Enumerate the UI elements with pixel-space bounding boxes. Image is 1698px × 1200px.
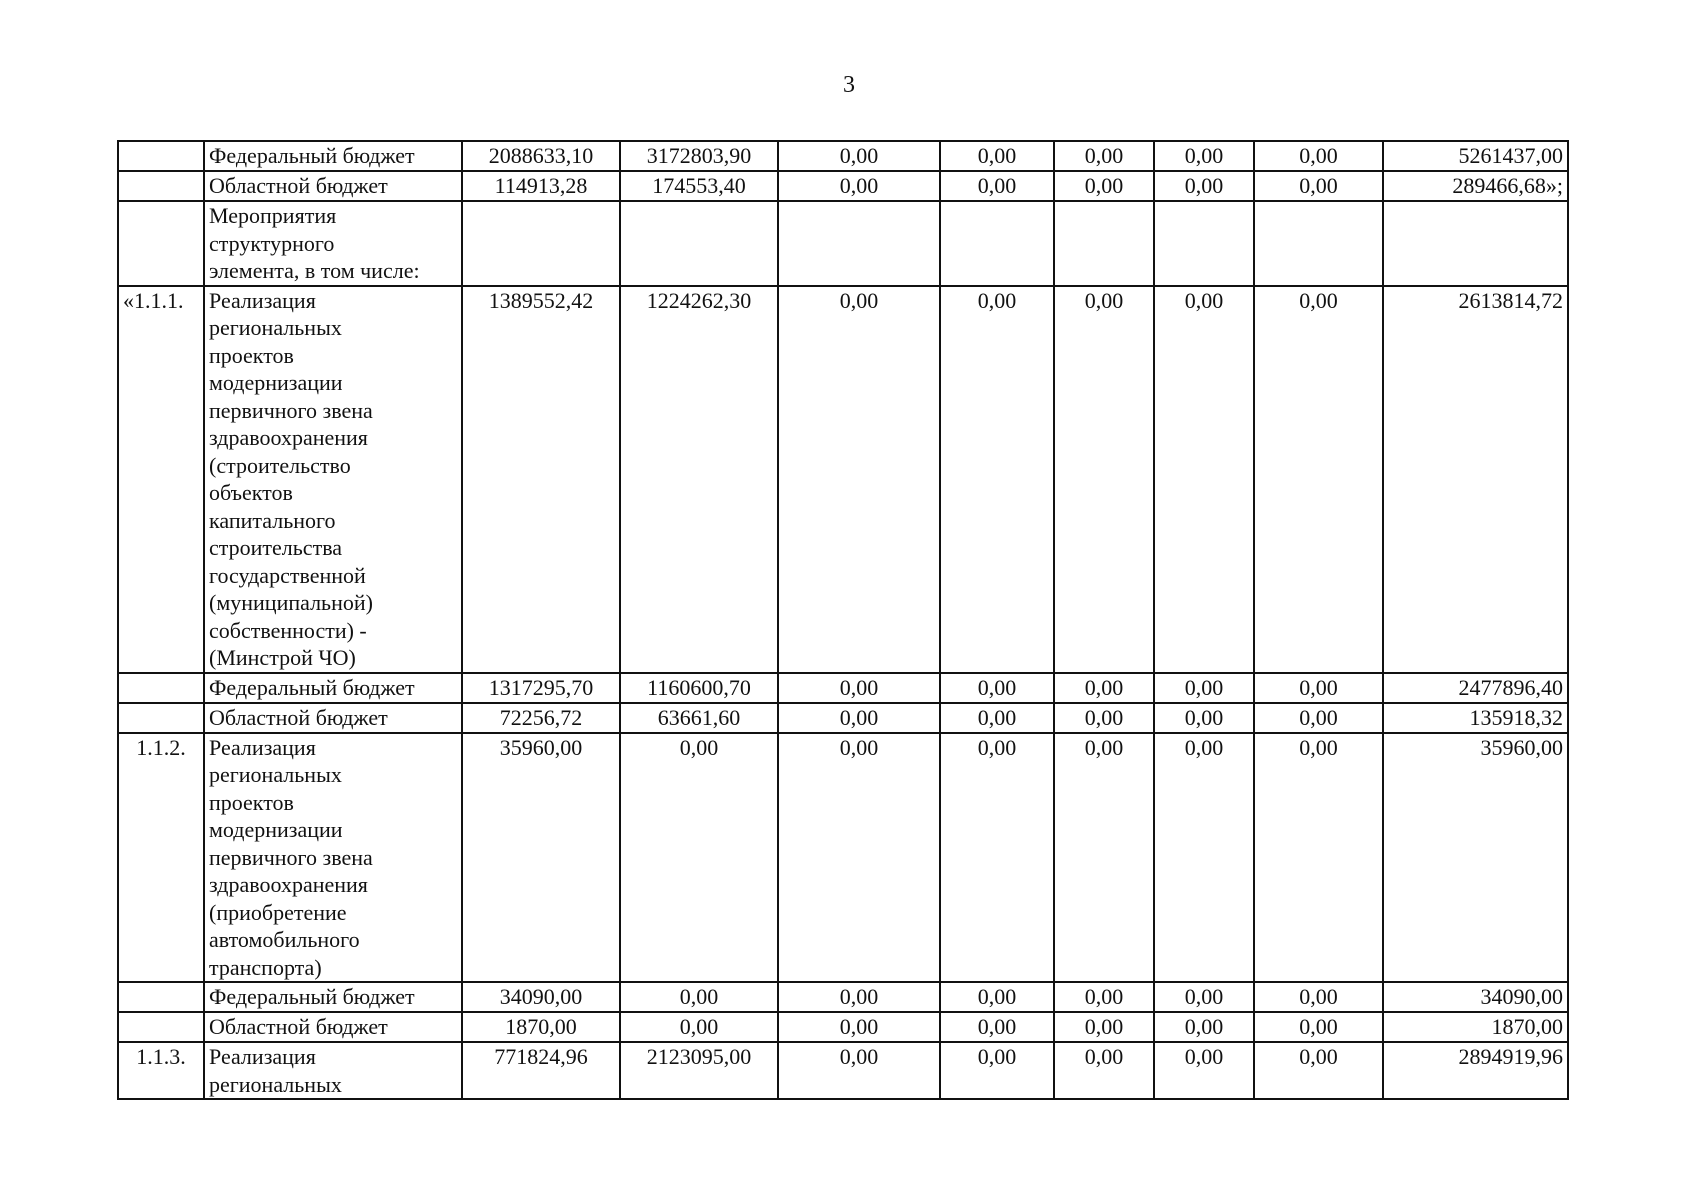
- row-value-cell: 63661,60: [620, 703, 778, 733]
- row-value-cell: 0,00: [1054, 1042, 1154, 1099]
- row-value-cell: 0,00: [940, 982, 1054, 1012]
- row-value-cell: 0,00: [778, 171, 940, 201]
- row-total-cell: [1383, 201, 1568, 286]
- row-total-cell: 1870,00: [1383, 1012, 1568, 1042]
- row-name-cell: Федеральный бюджет: [204, 982, 462, 1012]
- row-total-cell: 5261437,00: [1383, 141, 1568, 171]
- row-value-cell: 0,00: [940, 703, 1054, 733]
- row-total-cell: 2477896,40: [1383, 673, 1568, 703]
- table-row: [118, 141, 1568, 171]
- row-value-cell: 0,00: [1054, 141, 1154, 171]
- table-row: [118, 673, 1568, 703]
- row-value-cell: 0,00: [1154, 673, 1254, 703]
- row-value-cell: 0,00: [778, 703, 940, 733]
- row-value-cell: 0,00: [1054, 703, 1154, 733]
- row-code-cell: «1.1.1.: [118, 286, 204, 673]
- row-code-cell: [118, 703, 204, 733]
- row-value-cell: 0,00: [1154, 286, 1254, 673]
- row-value-cell: 3172803,90: [620, 141, 778, 171]
- table-row: [118, 286, 1568, 673]
- row-code-cell: 1.1.2.: [118, 733, 204, 983]
- row-value-cell: 1389552,42: [462, 286, 620, 673]
- row-name-cell: Реализация региональных проектов модернизации первичного звена здравоохранения (приобретение автомобильного транспорта): [204, 733, 462, 983]
- row-total-cell: 289466,68»;: [1383, 171, 1568, 201]
- row-value-cell: 72256,72: [462, 703, 620, 733]
- budget-table: [117, 140, 1569, 1100]
- row-value-cell: 0,00: [940, 141, 1054, 171]
- row-value-cell: 0,00: [1154, 982, 1254, 1012]
- row-value-cell: 0,00: [940, 286, 1054, 673]
- row-value-cell: 2088633,10: [462, 141, 620, 171]
- row-value-cell: 174553,40: [620, 171, 778, 201]
- row-name-cell: Реализация региональных проектов модернизации первичного звена здравоохранения (строительство объектов капитального строительства государственной (муниципальной) собственности) - (Минстрой ЧО): [204, 286, 462, 673]
- row-value-cell: 0,00: [940, 1012, 1054, 1042]
- row-value-cell: 0,00: [1254, 1042, 1383, 1099]
- row-value-cell: 0,00: [778, 673, 940, 703]
- row-value-cell: 0,00: [1154, 703, 1254, 733]
- row-value-cell: 0,00: [1054, 673, 1154, 703]
- row-value-cell: 1317295,70: [462, 673, 620, 703]
- row-value-cell: 0,00: [1154, 1042, 1254, 1099]
- row-name-cell: Федеральный бюджет: [204, 673, 462, 703]
- row-value-cell: 35960,00: [462, 733, 620, 983]
- page-number: 3: [843, 72, 855, 98]
- row-total-cell: 135918,32: [1383, 703, 1568, 733]
- row-name-cell: Областной бюджет: [204, 171, 462, 201]
- row-value-cell: 0,00: [1254, 1012, 1383, 1042]
- row-value-cell: 1160600,70: [620, 673, 778, 703]
- row-value-cell: 1224262,30: [620, 286, 778, 673]
- row-value-cell: 0,00: [1054, 171, 1154, 201]
- table-row: [118, 733, 1568, 983]
- row-code-cell: [118, 141, 204, 171]
- row-total-cell: 2613814,72: [1383, 286, 1568, 673]
- row-value-cell: [1154, 201, 1254, 286]
- row-value-cell: [620, 201, 778, 286]
- row-value-cell: 771824,96: [462, 1042, 620, 1099]
- row-value-cell: [940, 201, 1054, 286]
- row-value-cell: 34090,00: [462, 982, 620, 1012]
- row-total-cell: 2894919,96: [1383, 1042, 1568, 1099]
- row-value-cell: 0,00: [778, 1012, 940, 1042]
- row-value-cell: 0,00: [1254, 171, 1383, 201]
- row-code-cell: [118, 1012, 204, 1042]
- row-name-cell: Областной бюджет: [204, 703, 462, 733]
- row-value-cell: 0,00: [778, 733, 940, 983]
- row-name-cell: Реализация региональных: [204, 1042, 462, 1099]
- table-row: [118, 1012, 1568, 1042]
- row-value-cell: 0,00: [1254, 982, 1383, 1012]
- row-name-cell: Областной бюджет: [204, 1012, 462, 1042]
- row-value-cell: 1870,00: [462, 1012, 620, 1042]
- row-value-cell: 0,00: [778, 286, 940, 673]
- row-value-cell: 0,00: [620, 1012, 778, 1042]
- row-value-cell: 0,00: [1154, 733, 1254, 983]
- row-code-cell: [118, 171, 204, 201]
- row-value-cell: 0,00: [1054, 733, 1154, 983]
- row-code-cell: [118, 982, 204, 1012]
- row-value-cell: [1054, 201, 1154, 286]
- row-value-cell: 0,00: [778, 982, 940, 1012]
- table-row: [118, 201, 1568, 286]
- row-value-cell: 0,00: [1254, 286, 1383, 673]
- row-value-cell: 0,00: [1154, 141, 1254, 171]
- row-code-cell: 1.1.3.: [118, 1042, 204, 1099]
- row-value-cell: 0,00: [940, 1042, 1054, 1099]
- table-row: [118, 982, 1568, 1012]
- row-value-cell: [778, 201, 940, 286]
- row-value-cell: 0,00: [1054, 1012, 1154, 1042]
- row-value-cell: 0,00: [778, 1042, 940, 1099]
- row-name-cell: Федеральный бюджет: [204, 141, 462, 171]
- row-value-cell: 0,00: [940, 733, 1054, 983]
- row-code-cell: [118, 673, 204, 703]
- row-value-cell: [462, 201, 620, 286]
- row-value-cell: [1254, 201, 1383, 286]
- row-value-cell: 0,00: [1254, 141, 1383, 171]
- row-value-cell: 0,00: [1254, 673, 1383, 703]
- row-value-cell: 0,00: [620, 982, 778, 1012]
- row-value-cell: 0,00: [1254, 733, 1383, 983]
- row-value-cell: 0,00: [1154, 1012, 1254, 1042]
- table-row: [118, 703, 1568, 733]
- row-total-cell: 35960,00: [1383, 733, 1568, 983]
- row-value-cell: 0,00: [778, 141, 940, 171]
- row-value-cell: 0,00: [1254, 703, 1383, 733]
- row-value-cell: 0,00: [1154, 171, 1254, 201]
- row-value-cell: 0,00: [620, 733, 778, 983]
- row-value-cell: 2123095,00: [620, 1042, 778, 1099]
- row-name-cell: Мероприятия структурного элемента, в том числе:: [204, 201, 462, 286]
- row-value-cell: 114913,28: [462, 171, 620, 201]
- table-row: [118, 171, 1568, 201]
- row-value-cell: 0,00: [940, 171, 1054, 201]
- row-total-cell: 34090,00: [1383, 982, 1568, 1012]
- row-code-cell: [118, 201, 204, 286]
- row-value-cell: 0,00: [1054, 982, 1154, 1012]
- table-row: [118, 1042, 1568, 1099]
- row-value-cell: 0,00: [1054, 286, 1154, 673]
- row-value-cell: 0,00: [940, 673, 1054, 703]
